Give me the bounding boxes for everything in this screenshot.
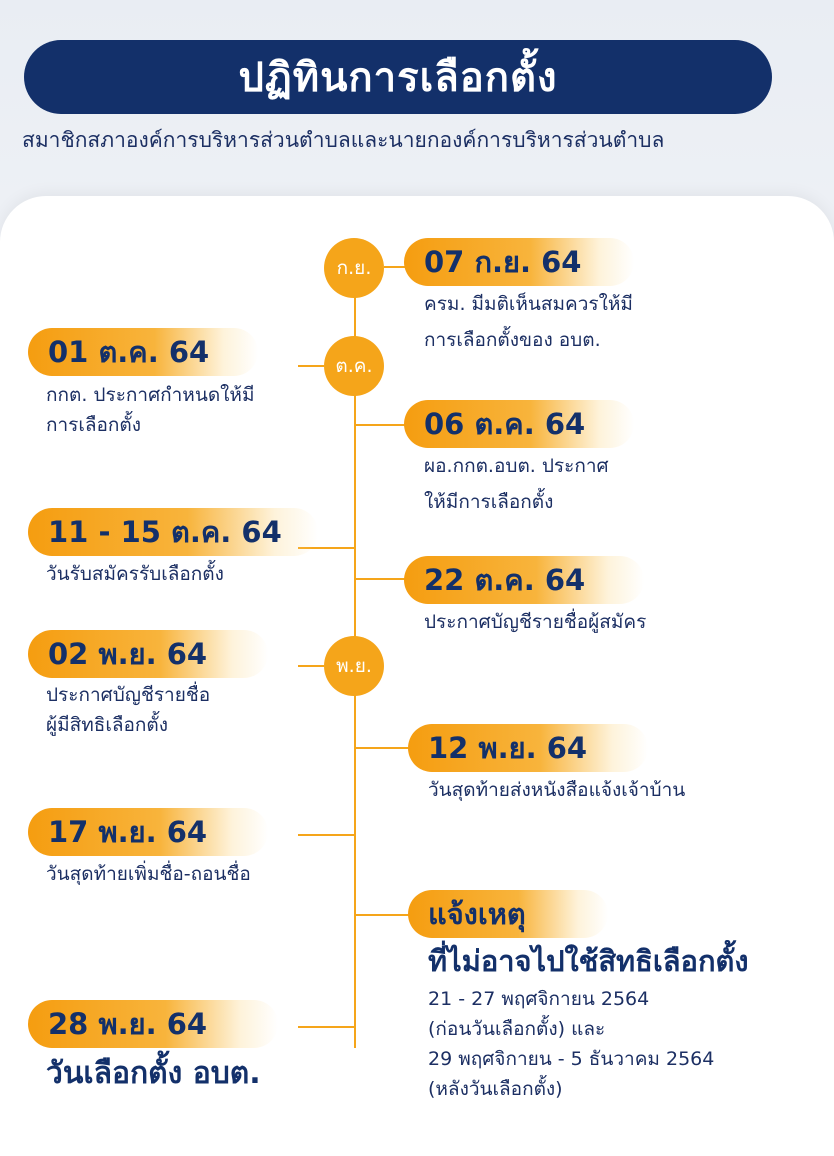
event-date-pill: 22 ต.ค. 64 — [404, 556, 644, 604]
event-description-line: วันสุดท้ายเพิ่มชื่อ-ถอนชื่อ — [46, 863, 251, 885]
event-description-line: 29 พฤศจิกายน - 5 ธันวาคม 2564 — [428, 1048, 715, 1070]
page-subtitle: สมาชิกสภาองค์การบริหารส่วนตำบลและนายกองค์การบริหารส่วนตำบล — [22, 128, 665, 152]
connector — [356, 914, 410, 916]
event-heading: ที่ไม่อาจไปใช้สิทธิเลือกตั้ง — [428, 944, 749, 978]
event-description-line: การเลือกตั้ง — [46, 414, 142, 436]
event-description — [428, 984, 714, 1104]
event-description — [46, 680, 210, 740]
event-description — [428, 772, 685, 808]
connector — [298, 1026, 354, 1028]
event-description — [46, 380, 254, 440]
month-marker-oct: ต.ค. — [324, 336, 384, 396]
event-description-line: ประกาศบัญชีรายชื่อผู้สมัคร — [424, 611, 647, 633]
connector — [356, 424, 410, 426]
event-description-line: ผู้มีสิทธิเลือกตั้ง — [46, 714, 169, 736]
month-marker-nov: พ.ย. — [324, 636, 384, 696]
event-description-line: การเลือกตั้งของ อบต. — [424, 329, 601, 351]
page-title: ปฏิทินการเลือกตั้ง — [238, 55, 558, 101]
event-date-pill: 11 - 15 ต.ค. 64 — [28, 508, 318, 556]
event-description-line: วันรับสมัครรับเลือกตั้ง — [46, 563, 224, 585]
title-banner — [24, 40, 772, 114]
event-description-line: ครม. มีมติเห็นสมควรให้มี — [424, 293, 633, 315]
event-description — [46, 556, 224, 592]
event-description — [424, 448, 609, 520]
event-date-pill: 12 พ.ย. 64 — [408, 724, 648, 772]
connector — [298, 834, 354, 836]
connector — [356, 578, 410, 580]
event-date-pill: 28 พ.ย. 64 — [28, 1000, 278, 1048]
event-description-line: กกต. ประกาศกำหนดให้มี — [46, 384, 255, 406]
event-description-line: ให้มีการเลือกตั้ง — [424, 491, 554, 513]
event-date-pill: 17 พ.ย. 64 — [28, 808, 268, 856]
event-date-pill: 01 ต.ค. 64 — [28, 328, 258, 376]
event-description-line: (หลังวันเลือกตั้ง) — [428, 1078, 563, 1100]
event-description-line: ผอ.กกต.อบต. ประกาศ — [424, 455, 609, 477]
connector — [298, 665, 324, 667]
event-description-line: (ก่อนวันเลือกตั้ง) และ — [428, 1018, 606, 1040]
event-date-pill: 06 ต.ค. 64 — [404, 400, 634, 448]
event-date-pill: 07 ก.ย. 64 — [404, 238, 634, 286]
connector — [298, 365, 324, 367]
month-marker-sep: ก.ย. — [324, 238, 384, 298]
event-date-pill: แจ้งเหตุ — [408, 890, 608, 938]
event-description-line: ประกาศบัญชีรายชื่อ — [46, 684, 211, 706]
event-description — [424, 286, 633, 358]
event-description-line: 21 - 27 พฤศจิกายน 2564 — [428, 988, 650, 1010]
event-date-pill: 02 พ.ย. 64 — [28, 630, 268, 678]
event-heading: วันเลือกตั้ง อบต. — [46, 1056, 261, 1091]
event-description — [46, 856, 251, 892]
event-description-line: วันสุดท้ายส่งหนังสือแจ้งเจ้าบ้าน — [428, 779, 686, 801]
event-description — [424, 604, 646, 640]
connector — [356, 747, 410, 749]
